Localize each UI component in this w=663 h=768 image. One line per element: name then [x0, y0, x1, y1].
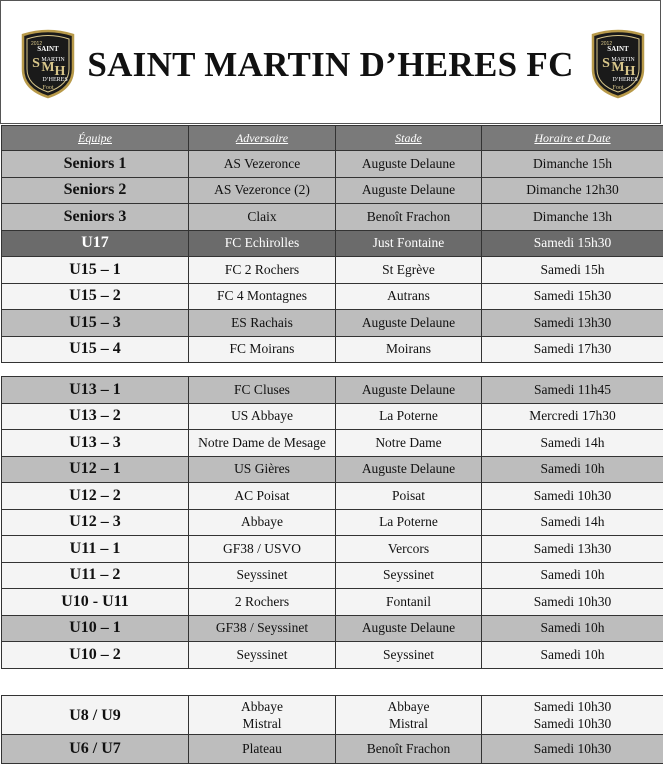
schedule-table-u13-u10: [1, 376, 663, 669]
table-row: [2, 310, 663, 337]
time-cell: Dimanche 12h30: [482, 177, 663, 204]
crest-letter-h: H: [624, 64, 636, 79]
opponent-cell: FC Moirans: [189, 336, 336, 363]
table-header-row: [2, 126, 663, 151]
time-cell: Samedi 10h: [482, 562, 663, 589]
table-row: [2, 336, 663, 363]
team-cell: U17: [2, 230, 189, 257]
team-cell: Seniors 3: [2, 204, 189, 231]
time-cell: Samedi 10h: [482, 615, 663, 642]
stadium-cell: Notre Dame: [336, 430, 482, 457]
header-team: Équipe: [2, 126, 189, 151]
opponent-cell: US Gières: [189, 456, 336, 483]
table-row: [2, 562, 663, 589]
crest-line-1: SAINT: [37, 45, 59, 53]
team-cell: U15 – 3: [2, 310, 189, 337]
crest-letter-h: H: [54, 64, 66, 79]
stadium-cell: La Poterne: [336, 509, 482, 536]
opponent-cell: AC Poisat: [189, 483, 336, 510]
stadium-cell: Auguste Delaune: [336, 151, 482, 178]
crest-year: 2012: [601, 41, 613, 47]
time-cell: Samedi 14h: [482, 509, 663, 536]
table-row: [2, 257, 663, 284]
opponent-cell: Abbaye: [189, 509, 336, 536]
time-cell: Samedi 17h30: [482, 336, 663, 363]
stadium-cell: Benoît Frachon: [336, 735, 482, 764]
stadium-cell: Auguste Delaune: [336, 456, 482, 483]
opponent-cell: FC Cluses: [189, 377, 336, 404]
time-cell: Mercredi 17h30: [482, 403, 663, 430]
opponent-cell-line: Mistral: [242, 716, 282, 731]
crest-letter-m: M: [41, 60, 55, 75]
stadium-cell: Benoît Frachon: [336, 204, 482, 231]
stadium-cell: Poisat: [336, 483, 482, 510]
header-time: Horaire et Date: [482, 126, 663, 151]
team-cell: U10 – 2: [2, 642, 189, 669]
opponent-cell: Claix: [189, 204, 336, 231]
team-cell: U10 - U11: [2, 589, 189, 616]
header-stadium: Stade: [336, 126, 482, 151]
crest-line-1: SAINT: [607, 45, 629, 53]
opponent-cell: FC Echirolles: [189, 230, 336, 257]
opponent-cell-line: Abbaye: [241, 699, 283, 714]
table-row: [2, 615, 663, 642]
stadium-cell: Auguste Delaune: [336, 377, 482, 404]
table-row: [2, 696, 663, 735]
table-row: [2, 589, 663, 616]
time-cell: Samedi 15h30: [482, 283, 663, 310]
opponent-cell: Seyssinet: [189, 562, 336, 589]
stadium-cell-line: Abbaye: [387, 699, 430, 714]
team-cell: U12 – 2: [2, 483, 189, 510]
table-row: [2, 642, 663, 669]
table-row: [2, 430, 663, 457]
stadium-cell: Auguste Delaune: [336, 310, 482, 337]
stadium-cell: Auguste Delaune: [336, 177, 482, 204]
crest-year: 2012: [31, 41, 43, 47]
opponent-cell: FC 2 Rochers: [189, 257, 336, 284]
crest-letter-s: S: [602, 56, 610, 71]
header-opponent: Adversaire: [189, 126, 336, 151]
table-row: [2, 151, 663, 178]
team-cell: U6 / U7: [2, 735, 189, 764]
team-cell: U12 – 1: [2, 456, 189, 483]
time-cell: Samedi 13h30: [482, 310, 663, 337]
crest-letter-m: M: [611, 60, 625, 75]
team-cell: U11 – 1: [2, 536, 189, 563]
opponent-cell: AS Vezeronce: [189, 151, 336, 178]
stadium-cell: Fontanil: [336, 589, 482, 616]
opponent-cell: FC 4 Montagnes: [189, 283, 336, 310]
opponent-cell: Notre Dame de Mesage: [189, 430, 336, 457]
team-cell: U15 – 2: [2, 283, 189, 310]
opponent-cell: Seyssinet: [189, 642, 336, 669]
opponent-cell: 2 Rochers: [189, 589, 336, 616]
opponent-cell: US Abbaye: [189, 403, 336, 430]
crest-line-2: MARTIN: [611, 57, 635, 63]
time-cell: Samedi 10h30: [482, 483, 663, 510]
table-row: [2, 204, 663, 231]
time-cell: Dimanche 13h: [482, 204, 663, 231]
stadium-cell: Just Fontaine: [336, 230, 482, 257]
table-row: [2, 377, 663, 404]
opponent-cell: [189, 696, 336, 735]
team-cell: U13 – 1: [2, 377, 189, 404]
schedule-table-seniors-u15: [1, 125, 663, 363]
opponent-cell: GF38 / Seyssinet: [189, 615, 336, 642]
time-cell: Samedi 11h45: [482, 377, 663, 404]
table-row: [2, 177, 663, 204]
time-cell: Samedi 14h: [482, 430, 663, 457]
team-cell: U8 / U9: [2, 696, 189, 735]
time-cell: Samedi 15h30: [482, 230, 663, 257]
opponent-cell: ES Rachais: [189, 310, 336, 337]
team-cell: U13 – 2: [2, 403, 189, 430]
stadium-cell: [336, 696, 482, 735]
header-banner: [0, 0, 661, 124]
crest-line-3: D’HERES: [42, 77, 68, 83]
team-cell: U12 – 3: [2, 509, 189, 536]
stadium-cell: Seyssinet: [336, 562, 482, 589]
team-cell: Seniors 2: [2, 177, 189, 204]
team-cell: U15 – 4: [2, 336, 189, 363]
table-row: [2, 230, 663, 257]
crest-line-2: MARTIN: [41, 57, 65, 63]
time-cell: Samedi 10h30: [482, 589, 663, 616]
crest-foot: Foot: [42, 85, 54, 91]
stadium-cell: Autrans: [336, 283, 482, 310]
table-row: [2, 536, 663, 563]
team-cell: U15 – 1: [2, 257, 189, 284]
schedule-table-u9-u6: [1, 695, 663, 764]
table-row: [2, 456, 663, 483]
opponent-cell: AS Vezeronce (2): [189, 177, 336, 204]
time-cell: Samedi 13h30: [482, 536, 663, 563]
team-cell: Seniors 1: [2, 151, 189, 178]
time-cell: Dimanche 15h: [482, 151, 663, 178]
stadium-cell: Seyssinet: [336, 642, 482, 669]
team-cell: U13 – 3: [2, 430, 189, 457]
time-cell-line: Samedi 10h30: [533, 699, 612, 714]
stadium-cell: Auguste Delaune: [336, 615, 482, 642]
page-title: SAINT MARTIN D’HERES FC: [87, 45, 574, 84]
crest-line-3: D’HERES: [612, 77, 638, 83]
stadium-cell: St Egrève: [336, 257, 482, 284]
stadium-cell-line: Mistral: [389, 716, 428, 731]
time-cell: Samedi 10h: [482, 456, 663, 483]
table-row: [2, 509, 663, 536]
team-cell: U11 – 2: [2, 562, 189, 589]
stadium-cell: La Poterne: [336, 403, 482, 430]
table-row: [2, 283, 663, 310]
time-cell: Samedi 10h30: [482, 735, 663, 764]
stadium-cell: Moirans: [336, 336, 482, 363]
opponent-cell: GF38 / USVO: [189, 536, 336, 563]
club-crest-right: [585, 29, 651, 99]
time-cell: Samedi 10h: [482, 642, 663, 669]
stadium-cell: Vercors: [336, 536, 482, 563]
table-row: [2, 483, 663, 510]
opponent-cell: Plateau: [189, 735, 336, 764]
crest-letter-s: S: [32, 56, 40, 71]
time-cell-line: Samedi 10h30: [533, 716, 612, 731]
crest-foot: Foot: [612, 85, 624, 91]
time-cell: Samedi 15h: [482, 257, 663, 284]
table-row: [2, 403, 663, 430]
team-cell: U10 – 1: [2, 615, 189, 642]
table-row: [2, 735, 663, 764]
time-cell: [482, 696, 663, 735]
